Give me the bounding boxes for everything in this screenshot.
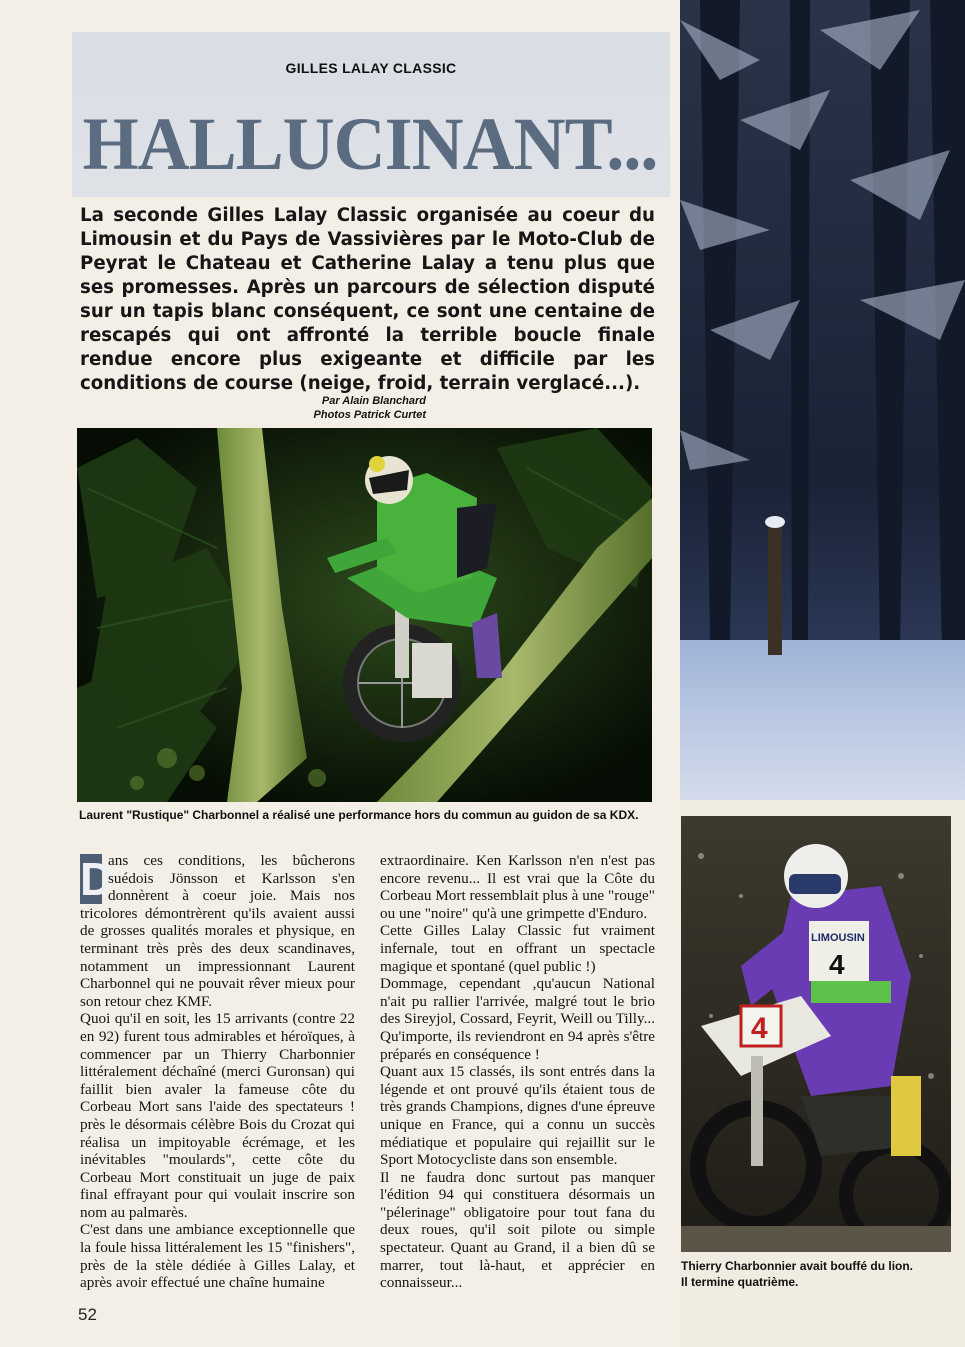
section-label: GILLES LALAY CLASSIC [285, 60, 457, 76]
dropcap: D [80, 853, 114, 905]
article-paragraph: Il ne faudra donc surtout pas manquer l'édition 94 qui constituera désormais un "pélerinage" obligatoire pour tout fana du deux roues, qu'il soit pilote ou simple spectateur. Quant au Grand, il a bien dû se marrer, tout là-haut, et apprécier en connaisseur... [380, 1168, 655, 1292]
bib-number: 4 [829, 949, 845, 980]
main-photo-caption: Laurent "Rustique" Charbonnel a réalisé une performance hors du commun au guidon de sa KDX. [79, 808, 639, 822]
page-number: 52 [78, 1305, 97, 1324]
photo-credit: Photos Patrick Curtet [313, 409, 426, 421]
article-paragraph: extraordinaire. Ken Karlsson n'en n'est pas encore revenu... Il est vrai que la Côte du Corbeau Mort ressemblait plus à une "rouge" ou une "noire" qu'à une grimpette d'Enduro. [380, 852, 655, 922]
byline [300, 394, 426, 422]
rider-photo [681, 816, 951, 1252]
rider-photo-caption [681, 1258, 951, 1290]
article-paragraph [80, 852, 355, 1010]
article-paragraph: Quant aux 15 classés, ils sont entrés dans la légende et ont prouvé qu'ils étaient tous de très grands Champions, dignes d'une épreuve unique en France, qui a connu un succès médiatique et populaire qui rejaillit sur le Sport Motocycliste dans son ensemble. [380, 1063, 655, 1169]
article-paragraph: C'est dans une ambiance exceptionnelle que la foule hissa littéralement les 15 "finishers", près de la stèle dédiée à Gilles Lalay, et après avoir effectué une chaîne humaine [80, 1221, 355, 1292]
article-paragraph: Dommage, cependant ,qu'aucun National n'ait pu rallier l'arrivée, malgré tout le brio des Sireyjol, Cossard, Feyrit, Weill ou Tilly... Qu'importe, ils reviendront en 94 après s'être préparés en conséquence ! [380, 975, 655, 1063]
rider-caption-line-1: Thierry Charbonnier avait bouffé du lion. [681, 1259, 914, 1273]
plate-number: 4 [751, 1012, 768, 1045]
paragraph-text: ans ces conditions, les bûcherons suédois Jönsson et Karlsson s'en donnèrent à coeur joie. Mais nos tricolores démontrèrent qu'ils avaient aussi de grosses qualités morales et physique, en terminant très près des deux scandinaves, notamment un impressionnant Laurent Charbonnel qui ne pouvait rêver mieux pour son retour chez KMF. [80, 852, 355, 1010]
author-credit: Par Alain Blanchard [321, 395, 426, 407]
snowy-forest-photo [680, 0, 965, 800]
lede-paragraph: La seconde Gilles Lalay Classic organisée au coeur du Limousin et du Pays de Vassivières par le Moto-Club de Peyrat le Chateau et Catherine Lalay a tenu plus que ses promesses. Après un parcours de sélection disputé sur un tapis blanc conséquent, ce sont une centaine de rescapés qui ont affronté la terrible boucle finale rendue encore plus exigeante et difficile par les conditions de course (neige, froid, terrain verglacé...). [80, 205, 655, 394]
page-title: HALLUCINANT... [82, 102, 658, 186]
bib-text: LIMOUSIN [811, 932, 865, 944]
article-column-2 [380, 852, 655, 1292]
main-photo [77, 428, 652, 802]
article-paragraph: Cette Gilles Lalay Classic fut vraiment infernale, tout en offrant un spectacle magique et spontané (quel public !) [380, 922, 655, 975]
rider-caption-line-2: Il termine quatrième. [681, 1275, 799, 1289]
article-paragraph: Quoi qu'il en soit, les 15 arrivants (contre 22 en 92) furent tous admirables et héroïques, à commencer par un Thierry Charbonnier littéralement déchaîné (merci Guronsan) qui faillit bien avaler la fameuse côte du Corbeau Mort sans l'aide des spectateurs ! près le désormais célèbre Bois du Crozat qui réalisa un impitoyable écrémage, et les inévitables "moulards", cette côte du Corbeau Mort constituait un juge de paix final effrayant pour qui voulait inscrire son nom au palmarès. [80, 1010, 355, 1221]
forest-rider-illustration [77, 428, 652, 802]
snowy-forest-illustration [680, 0, 965, 800]
article-column-1 [80, 852, 355, 1292]
rider-illustration [681, 816, 951, 1252]
